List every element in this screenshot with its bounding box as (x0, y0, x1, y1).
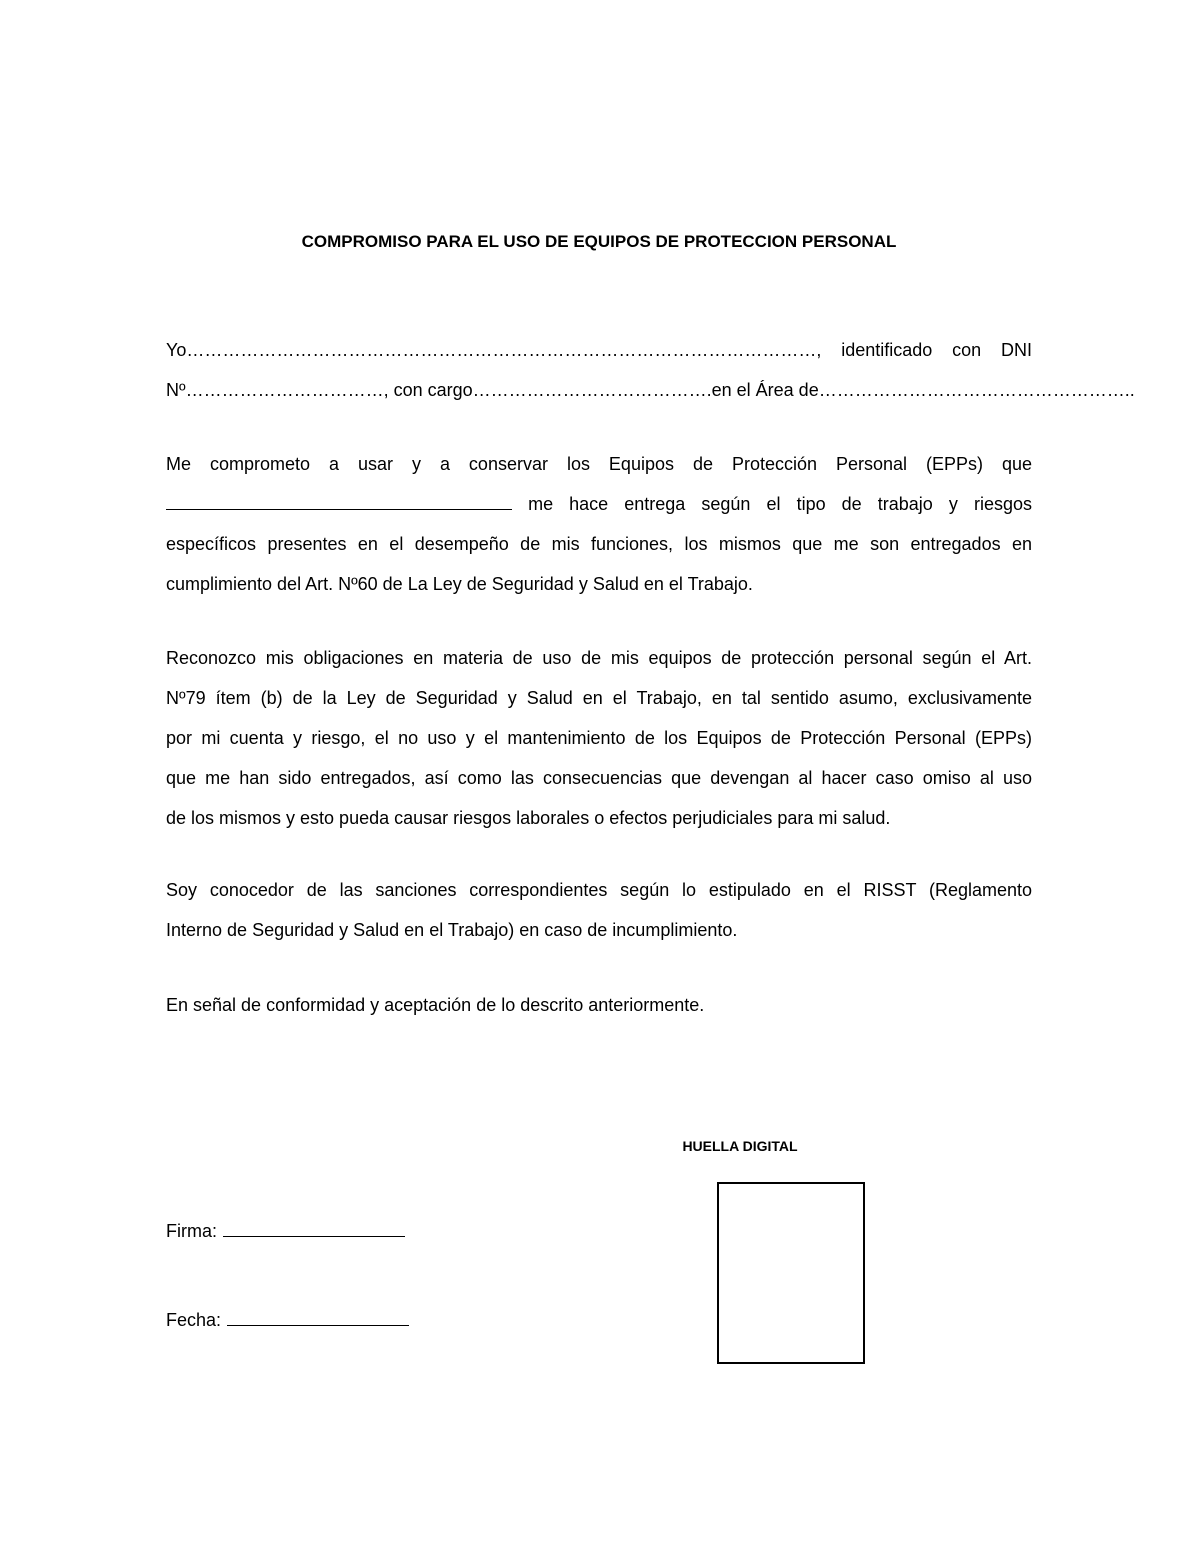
dni-word: DNI (1000, 340, 1032, 360)
commitment-paragraph (166, 444, 1032, 604)
recognition-paragraph (166, 638, 1032, 838)
recognition-line-5: de los mismos y esto pueda causar riesgos laborales o efectos perjudiciales para mi salud. (166, 808, 891, 828)
identificado-word: identificado (841, 340, 933, 360)
sanctions-line-1: Soy conocedor de las sanciones correspondientes según lo estipulado en el RISST (Reglamento (166, 880, 1032, 900)
intro-line-1 (166, 330, 1032, 370)
sanctions-paragraph (166, 870, 1032, 950)
commitment-line-3: específicos presentes en el desempeño de mis funciones, los mismos que me son entregados en (166, 534, 1032, 554)
signature-field[interactable] (223, 1218, 405, 1237)
intro-paragraph (166, 330, 1135, 410)
intro-line-2: Nº……………………………, con cargo………………………………….en el Área de…………………………………………….. (166, 380, 1135, 400)
commitment-line-2-text: me hace entrega según el tipo de trabajo y riesgos (528, 494, 1032, 514)
signature-row (166, 1218, 405, 1243)
commitment-line-4: cumplimiento del Art. Nº60 de La Ley de Seguridad y Salud en el Trabajo. (166, 574, 753, 594)
date-field[interactable] (227, 1307, 409, 1326)
conformity-line: En señal de conformidad y aceptación de lo descrito anteriormente. (166, 995, 705, 1015)
date-label: Fecha: (166, 1310, 222, 1330)
signature-label: Firma: (166, 1221, 217, 1241)
document-title: COMPROMISO PARA EL USO DE EQUIPOS DE PROTECCION PERSONAL (301, 232, 897, 251)
fingerprint-label: HUELLA DIGITAL (682, 1138, 798, 1154)
conformity-paragraph (166, 985, 1032, 1025)
recognition-line-2: Nº79 ítem (b) de la Ley de Seguridad y Salud en el Trabajo, en tal sentido asumo, exclusivamente (166, 688, 1032, 708)
recognition-line-1: Reconozco mis obligaciones en materia de uso de mis equipos de protección personal según el Art. (166, 648, 1032, 668)
name-blank: Yo……………………………………………………………………………………………, (166, 340, 822, 360)
recognition-line-3: por mi cuenta y riesgo, el no uso y el mantenimiento de los Equipos de Protección Personal (EPPs) (166, 728, 1032, 748)
provider-blank-field[interactable] (166, 491, 512, 510)
sanctions-line-2: Interno de Seguridad y Salud en el Trabajo) en caso de incumplimiento. (166, 920, 738, 940)
recognition-line-4: que me han sido entregados, así como las consecuencias que devengan al hacer caso omiso al uso (166, 768, 1032, 788)
date-row (166, 1307, 409, 1332)
fingerprint-box[interactable] (717, 1182, 865, 1364)
commitment-line-2 (166, 484, 1032, 524)
con-word: con (952, 340, 982, 360)
commitment-line-1: Me comprometo a usar y a conservar los Equipos de Protección Personal (EPPs) que (166, 454, 1032, 474)
